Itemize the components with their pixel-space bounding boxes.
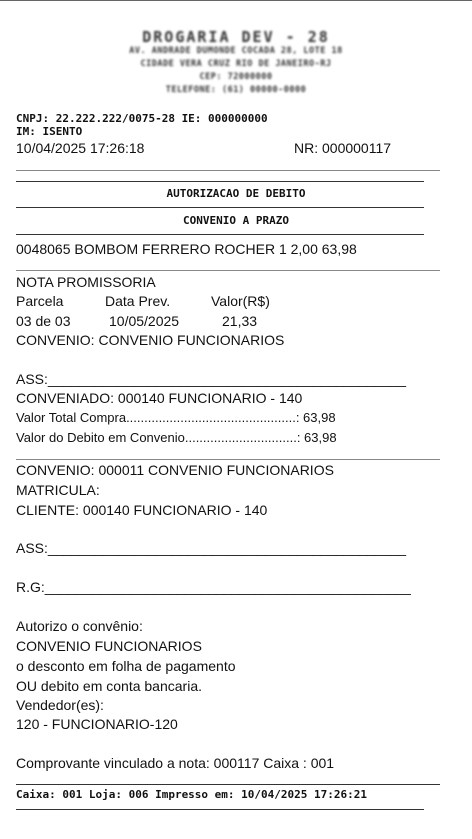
rg-line: R.G:_______________________________________________: [16, 579, 411, 595]
section-convenio-prazo: CONVENIO A PRAZO: [183, 214, 289, 227]
matricula: MATRICULA:: [16, 482, 100, 498]
autorizo-line-3: o desconto em folha de pagamento: [16, 658, 236, 674]
signature-line-1: ASS:______________________________________________: [16, 371, 407, 387]
signature-line-2: ASS:______________________________________________: [16, 540, 407, 556]
store-address-2: CIDADE VERA CRUZ RIO DE JANEIRO-RJ: [140, 59, 332, 69]
col-parcela: Parcela: [16, 293, 64, 309]
emission-datetime: 10/04/2025 17:26:18: [16, 140, 145, 156]
conveniado: CONVENIADO: 000140 FUNCIONARIO - 140: [16, 390, 303, 406]
divider: [16, 181, 424, 182]
divider: [16, 784, 440, 785]
divider: [16, 234, 424, 235]
promissoria-convenio: CONVENIO: CONVENIO FUNCIONARIOS: [16, 332, 285, 348]
footer: Caixa: 001 Loja: 006 Impresso em: 10/04/2025 17:26:21: [16, 788, 367, 801]
autorizo-line-6: 120 - FUNCIONARIO-120: [16, 716, 178, 732]
store-address-1: AV. ANDRADE DUMONDE COCADA 28, LOTE 18: [129, 46, 343, 56]
cnpj-ie: CNPJ: 22.222.222/0075-28 IE: 000000000: [16, 112, 268, 125]
divider: [16, 809, 424, 810]
item-line: 0048065 BOMBOM FERRERO ROCHER 1 2,00 63,98: [16, 241, 357, 257]
divider: [16, 270, 440, 271]
valor-value: 21,33: [222, 313, 258, 329]
autorizo-line-4: OU debito em conta bancaria.: [16, 678, 202, 694]
divider: [16, 207, 424, 208]
document-number: NR: 000000117: [294, 140, 392, 156]
autorizo-line-5: Vendedor(es):: [16, 697, 104, 713]
store-name: DROGARIA DEV - 28: [142, 28, 330, 46]
valor-total-compra: Valor Total Compra...............................................: 63,98: [16, 410, 336, 425]
store-phone: TELEFONE: (61) 00000-0000: [165, 85, 307, 95]
divider: [16, 170, 440, 171]
store-cep: CEP: 72000000: [199, 72, 273, 82]
col-valor: Valor(R$): [211, 293, 270, 309]
col-data-prev: Data Prev.: [105, 293, 171, 309]
comprovante: Comprovante vinculado a nota: 000117 Caixa : 001: [16, 755, 335, 771]
divider: [16, 459, 440, 460]
parcela-value: 03 de 03: [16, 313, 71, 329]
autorizo-line-2: CONVENIO FUNCIONARIOS: [16, 638, 202, 654]
section-autorizacao: AUTORIZACAO DE DEBITO: [166, 187, 306, 200]
autorizo-line-1: Autorizo o convênio:: [16, 618, 143, 634]
promissoria-title: NOTA PROMISSORIA: [16, 274, 156, 290]
inscricao-municipal: IM: ISENTO: [16, 125, 83, 138]
data-prev-value: 10/05/2025: [109, 313, 180, 329]
cliente: CLIENTE: 000140 FUNCIONARIO - 140: [16, 502, 268, 518]
valor-debito-convenio: Valor do Debito em Convenio...............................: 63,98: [16, 430, 337, 445]
convenio-line: CONVENIO: 000011 CONVENIO FUNCIONARIOS: [16, 462, 334, 478]
